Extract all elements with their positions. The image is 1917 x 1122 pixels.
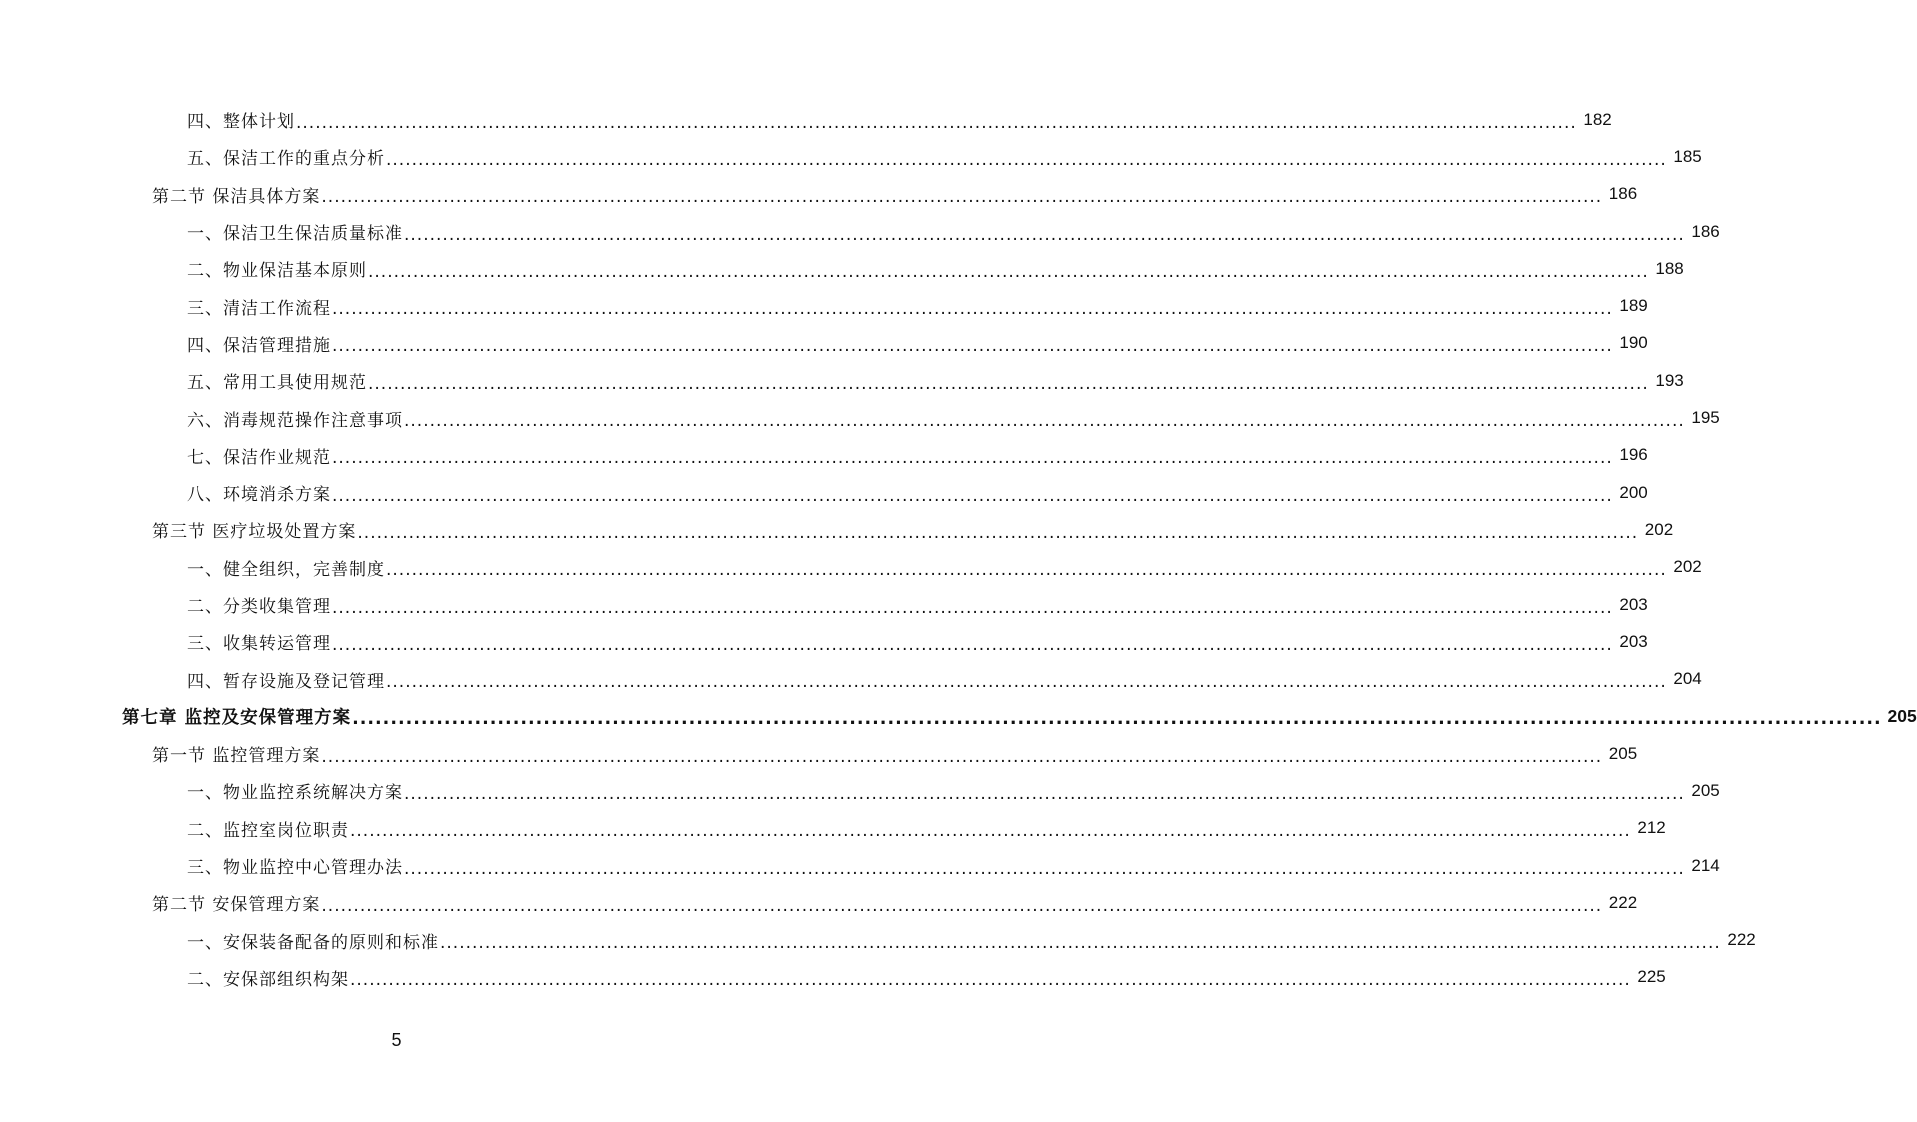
toc-entry-page: 225 — [1637, 967, 1666, 987]
toc-entry-title: 二、物业保洁基本原则 — [187, 261, 367, 282]
toc-subsection-entry[interactable] — [0, 623, 1648, 660]
toc-leader-dots: ........................................................................................................................................................................................................ — [296, 112, 1577, 133]
toc-chapter-entry[interactable] — [0, 698, 1917, 735]
toc-subsection-entry[interactable] — [0, 847, 1720, 884]
toc-entry-title: 一、保洁卫生保洁质量标准 — [187, 224, 403, 245]
toc-subsection-entry[interactable] — [0, 362, 1684, 399]
toc-leader-dots: ........................................................................................................................................................................................................ — [352, 709, 1882, 730]
toc-entry-title: 四、暂存设施及登记管理 — [187, 671, 385, 692]
toc-entry-title: 二、分类收集管理 — [187, 597, 331, 617]
toc-subsection-entry[interactable] — [0, 213, 1720, 250]
toc-subsection-entry[interactable] — [0, 437, 1648, 474]
toc-subsection-entry[interactable] — [0, 660, 1702, 697]
toc-entry-page: 214 — [1691, 855, 1720, 875]
toc-leader-dots: ........................................................................................................................................................................................................ — [321, 895, 1603, 916]
toc-entry-title: 三、清洁工作流程 — [187, 298, 331, 319]
toc-leader-dots: ........................................................................................................................................................................................................ — [332, 597, 1613, 618]
table-of-contents — [0, 101, 1917, 996]
toc-entry-title: 七、保洁作业规范 — [187, 447, 331, 468]
toc-entry-page: 185 — [1673, 146, 1702, 166]
toc-entry-page: 212 — [1637, 818, 1666, 838]
toc-leader-dots: ........................................................................................................................................................................................................ — [350, 821, 1631, 842]
toc-entry-title: 二、监控室岗位职责 — [187, 820, 349, 841]
toc-section-entry[interactable] — [0, 884, 1638, 921]
toc-entry-title: 二、安保部组织构架 — [187, 969, 349, 990]
toc-entry-title: 五、常用工具使用规范 — [187, 373, 367, 394]
toc-entry-page: 203 — [1619, 631, 1648, 651]
toc-leader-dots: ........................................................................................................................................................................................................ — [440, 933, 1721, 954]
toc-subsection-entry[interactable] — [0, 138, 1702, 175]
toc-leader-dots: ........................................................................................................................................................................................................ — [368, 261, 1649, 282]
toc-entry-title: 第七章 监控及安保管理方案 — [122, 707, 352, 728]
toc-entry-page: 189 — [1619, 296, 1648, 316]
toc-entry-title: 第三节 医疗垃圾处置方案 — [152, 522, 357, 543]
toc-subsection-entry[interactable] — [0, 586, 1648, 623]
toc-subsection-entry[interactable] — [0, 959, 1666, 996]
toc-entry-page: 222 — [1727, 930, 1756, 950]
toc-section-entry[interactable] — [0, 735, 1638, 772]
toc-subsection-entry[interactable] — [0, 287, 1648, 324]
toc-entry-title: 四、整体计划 — [187, 112, 295, 133]
toc-subsection-entry[interactable] — [0, 325, 1648, 362]
toc-leader-dots: ........................................................................................................................................................................................................ — [404, 224, 1685, 245]
toc-entry-title: 一、健全组织，完善制度 — [187, 559, 385, 580]
toc-leader-dots: ........................................................................................................................................................................................................ — [404, 411, 1685, 432]
toc-leader-dots: ........................................................................................................................................................................................................ — [332, 336, 1613, 357]
toc-entry-title: 五、保洁工作的重点分析 — [187, 149, 385, 170]
toc-entry-title: 一、安保装备配备的原则和标准 — [187, 932, 439, 953]
toc-leader-dots: ........................................................................................................................................................................................................ — [357, 522, 1639, 543]
toc-subsection-entry[interactable] — [0, 772, 1720, 809]
toc-entry-title: 八、环境消杀方案 — [187, 485, 331, 506]
toc-leader-dots: ........................................................................................................................................................................................................ — [404, 858, 1685, 879]
toc-entry-page: 200 — [1619, 482, 1648, 502]
toc-entry-page: 186 — [1608, 184, 1638, 204]
toc-entry-title: 三、物业监控中心管理办法 — [187, 858, 403, 879]
toc-leader-dots: ........................................................................................................................................................................................................ — [321, 187, 1603, 208]
toc-entry-title: 第一节 监控管理方案 — [152, 746, 321, 767]
toc-entry-page: 205 — [1608, 743, 1638, 763]
toc-entry-title: 三、收集转运管理 — [187, 634, 331, 655]
toc-entry-page: 202 — [1644, 519, 1674, 539]
toc-leader-dots: ........................................................................................................................................................................................................ — [386, 672, 1667, 693]
toc-entry-title: 六、消毒规范操作注意事项 — [187, 410, 403, 431]
toc-subsection-entry[interactable] — [0, 101, 1612, 138]
toc-leader-dots: ........................................................................................................................................................................................................ — [404, 783, 1685, 804]
toc-subsection-entry[interactable] — [0, 250, 1684, 287]
toc-entry-page: 205 — [1691, 780, 1720, 800]
toc-section-entry[interactable] — [0, 176, 1638, 213]
toc-subsection-entry[interactable] — [0, 399, 1720, 436]
toc-entry-page: 182 — [1583, 109, 1612, 129]
toc-entry-title: 第二节 安保管理方案 — [152, 895, 321, 916]
toc-entry-page: 186 — [1691, 221, 1720, 241]
toc-entry-title: 第二节 保洁具体方案 — [152, 186, 321, 207]
toc-leader-dots: ........................................................................................................................................................................................................ — [332, 448, 1613, 469]
toc-entry-page: 193 — [1655, 370, 1684, 390]
toc-entry-page: 202 — [1673, 557, 1702, 577]
toc-entry-page: 188 — [1655, 258, 1684, 278]
toc-entry-page: 205 — [1887, 705, 1917, 726]
toc-entry-page: 195 — [1691, 408, 1720, 428]
toc-entry-title: 四、保洁管理措施 — [187, 335, 331, 356]
toc-leader-dots: ........................................................................................................................................................................................................ — [368, 373, 1649, 394]
toc-entry-title: 一、物业监控系统解决方案 — [187, 783, 403, 804]
toc-subsection-entry[interactable] — [0, 549, 1702, 586]
toc-leader-dots: ........................................................................................................................................................................................................ — [386, 560, 1667, 581]
toc-leader-dots: ........................................................................................................................................................................................................ — [332, 299, 1613, 320]
toc-section-entry[interactable] — [0, 511, 1674, 548]
toc-subsection-entry[interactable] — [0, 474, 1648, 511]
toc-leader-dots: ........................................................................................................................................................................................................ — [321, 746, 1603, 767]
toc-leader-dots: ........................................................................................................................................................................................................ — [350, 970, 1631, 991]
toc-subsection-entry[interactable] — [0, 810, 1666, 847]
toc-entry-page: 190 — [1619, 333, 1648, 353]
toc-leader-dots: ........................................................................................................................................................................................................ — [332, 634, 1613, 655]
toc-subsection-entry[interactable] — [0, 922, 1756, 959]
toc-entry-page: 222 — [1608, 892, 1638, 912]
toc-entry-page: 196 — [1619, 445, 1648, 465]
toc-entry-page: 203 — [1619, 594, 1648, 614]
toc-entry-page: 204 — [1673, 669, 1702, 689]
toc-leader-dots: ........................................................................................................................................................................................................ — [386, 149, 1667, 170]
page-number: 5 — [391, 1030, 402, 1050]
toc-leader-dots: ........................................................................................................................................................................................................ — [332, 485, 1613, 506]
